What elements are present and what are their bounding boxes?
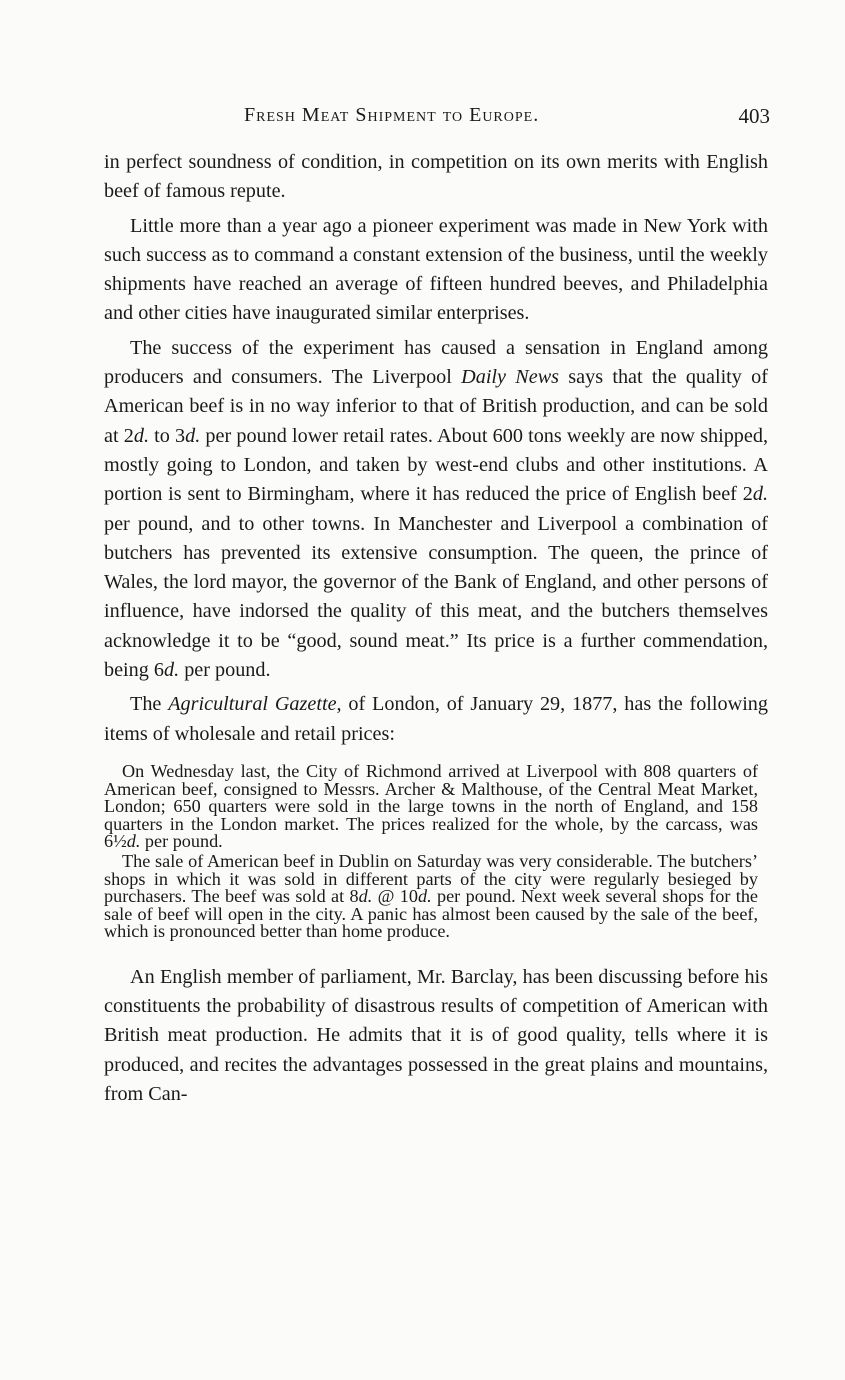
text-run: On Wednesday last, the City of Richmond arrived at Liverpool with 808 quarters of American beef, consigned to Messrs. Archer & Malthouse, of the Central Meat Market, London; 650 quarters were sold in the large towns in the north of England, and 158 quarters in the London market. The prices realized for the whole, by the carcass, was 6½ <box>104 760 758 852</box>
text-run: The success of the experiment has caused a sensation in England among producers and consumers. The Liverpool <box>104 336 768 389</box>
paragraph-continuation <box>104 148 768 207</box>
pence-abbrev: d. <box>164 659 180 682</box>
pence-abbrev: d. <box>126 831 141 852</box>
running-head: Fresh Meat Shipment to Europe. <box>244 104 540 126</box>
text-run: , of London, of January 29, 1877, has the following items of wholesale and retail prices: <box>104 693 768 745</box>
newspaper-title: Daily News <box>461 366 560 389</box>
text-run: per pound lower retail rates. About 600 tons weekly are now shipped, mostly going to London, and taken by west-end clubs and other institutions. A portion is sent to Birmingham, where it has reduced the price of English beef 2 <box>104 424 768 506</box>
text-run: The sale of American beef in Dublin on Saturday was very considerable. The butchers’ shops in which it was sold in different parts of the city were regularly besieged by purchasers. The beef was sold at 8 <box>104 850 758 907</box>
body-text <box>104 148 768 1114</box>
text-run: @ 10 <box>372 886 418 907</box>
text-run: says that the quality of American beef is in no way inferior to that of British production, and can be sold at 2 <box>104 366 768 447</box>
paragraph-text: Little more than a year ago a pioneer experiment was made in New York with such success as to command a constant extension of the business, until the weekly shipments have reached an average of fifteen hundred beeves, and Philadelphia and other cities have inaugurated similar enterprises. <box>104 214 768 325</box>
quote-paragraph-richmond <box>104 760 758 852</box>
text-run: per pound. Next week several shops for the sale of beef will open in the city. A panic has almost been caused by the sale of the beef, which is pronounced better than home produce. <box>104 886 758 942</box>
quote-paragraph-dublin <box>104 850 758 942</box>
paragraph-barclay <box>104 963 768 1109</box>
pence-abbrev: d. <box>185 424 201 447</box>
pence-abbrev: d. <box>358 886 373 907</box>
page-header <box>100 100 770 134</box>
text-run: to 3 <box>148 424 186 447</box>
paragraph-text: in perfect soundness of condition, in competition on its own merits with English beef of famous repute. <box>104 151 768 203</box>
paragraph-pioneer-experiment <box>104 212 768 329</box>
text-run: per pound. <box>140 831 223 852</box>
text-run: per pound, and to other towns. In Manchester and Liverpool a combination of butchers has prevented its extensive consumption. The queen, the prince of Wales, the lord mayor, the governor of the Bank of England, and other persons of influence, have indorsed the quality of this meat, and the butchers themselves acknowledge it to be “good, sound meat.” Its price is a further commendation, being 6 <box>104 512 768 682</box>
pence-abbrev: d. <box>418 886 432 907</box>
paragraph-agricultural-gazette <box>104 690 768 749</box>
pence-abbrev: d. <box>133 424 149 447</box>
page-number: 403 <box>738 104 770 128</box>
pence-abbrev: d. <box>752 483 768 506</box>
text-run: The <box>130 693 169 716</box>
paragraph-sensation-in-england <box>104 334 768 686</box>
paragraph-text: An English member of parliament, Mr. Barclay, has been discussing before his constituents the probability of disastrous results of competition of American with British meat production. He admits that it is of good quality, tells where it is produced, and recites the advantages possessed in the great plains and mountains, from Can- <box>104 965 768 1106</box>
block-quote <box>104 760 758 942</box>
text-run: per pound. <box>179 659 271 682</box>
periodical-title: Agricultural Gazette <box>168 693 337 716</box>
